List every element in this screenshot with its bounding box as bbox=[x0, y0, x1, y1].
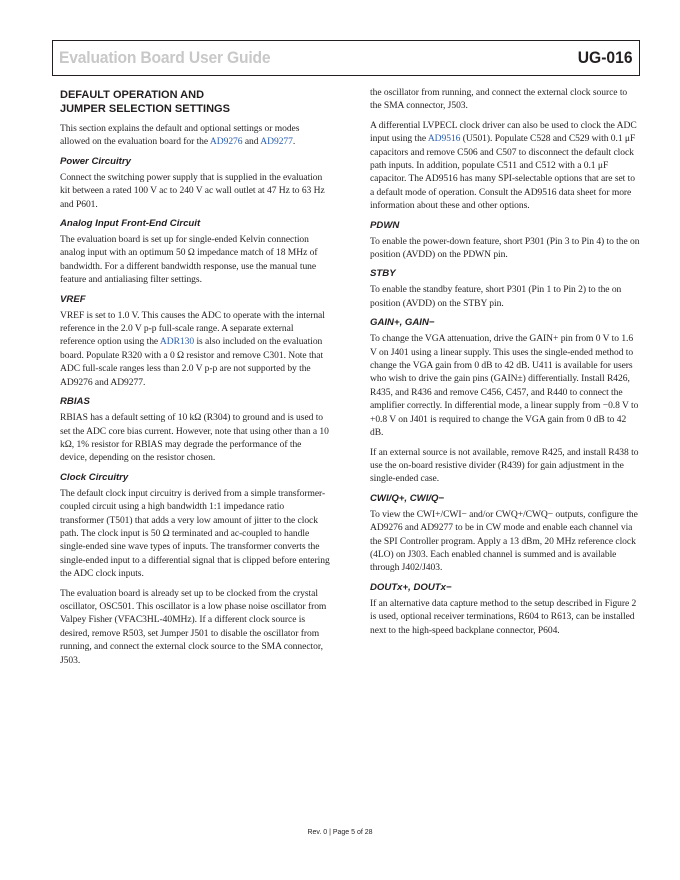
power-heading: Power Circuitry bbox=[60, 155, 131, 167]
cwi-heading: CWI/Q+, CWI/Q− bbox=[370, 492, 445, 504]
clock-heading: Clock Circuitry bbox=[60, 471, 129, 483]
gain-text-2: If an external source is not available, remove R425, and install R438 to use the on-board resistive divider (R439) for gain adjustment in the single-ended case. bbox=[370, 446, 639, 485]
clock-text-2-cont-visible: the oscillator from running, and connect the external clock source to the SMA connector, J503. bbox=[370, 87, 628, 112]
clock-text-2: The evaluation board is already set up to be clocked from the crystal oscillator, OSC501. This oscillator is a low phase noise oscillator from Valpey Fisher (VFAC3HL-40MHz). If a different clock source is desired, remove R503, set Jumper J501 to disable the oscillator from running, and connect the external clock source to the SMA connector, J503. bbox=[60, 587, 327, 666]
power-text: Connect the switching power supply that is supplied in the evaluation kit between a rated 100 V ac to 240 V ac wall outlet at 47 Hz to 63 Hz and P601. bbox=[60, 171, 325, 210]
intro-text: This section explains the default and optional settings or modes allowed on the evaluation board for the bbox=[60, 123, 300, 148]
intro-end: . bbox=[292, 136, 296, 148]
page-header bbox=[52, 40, 640, 76]
intro-and: and bbox=[242, 136, 261, 148]
dout-heading: DOUTx+, DOUTx− bbox=[370, 581, 452, 593]
pdwn-text: To enable the power-down feature, short P301 (Pin 3 to Pin 4) to the on position (AVDD) on the PDWN pin. bbox=[370, 235, 640, 261]
analog-heading: Analog Input Front-End Circuit bbox=[60, 218, 201, 230]
section-heading bbox=[60, 88, 330, 116]
stby-text: To enable the standby feature, short P301 (Pin 1 to Pin 2) to the on position (AVDD) on the STBY pin. bbox=[370, 284, 622, 309]
stby-heading: STBY bbox=[370, 268, 396, 280]
vref-text-b: is also included on the evaluation board. Populate R320 with a 0 Ω resistor and remove C301. Note that ADC full-scale ranges less than 2.0 V p-p are not supported by the AD9276 and AD9277. bbox=[60, 336, 324, 388]
clock-text-1: The default clock input circuitry is derived from a simple transformer-coupled circuit using a high bandwidth 1:1 impedance ratio transformer (T501) that adds a very low amount of jitter to the clock path. The clock input is 50 Ω terminated and ac-coupled to handle single-ended sine wave types of inputs. The transformer converts the single-ended input to a differential signal that is clipped before entering the ADC clock inputs. bbox=[60, 487, 330, 580]
clock-text-3a: A differential LVPECL clock driver can also be used to clock the ADC input using the bbox=[370, 119, 637, 145]
clock-text-2-continued bbox=[370, 86, 640, 113]
pdwn-heading: PDWN bbox=[370, 219, 400, 231]
ad9516-link[interactable]: AD9516 bbox=[427, 133, 461, 145]
rbias-text: RBIAS has a default setting of 10 kΩ (R304) to ground and is used to set the ADC core bias current. However, note that using other than a 10 kΩ, 1% resistor for RBIAS may degrade the performance of the device, depending on the resistor chosen. bbox=[60, 412, 329, 464]
header-doc-id: UG-016 bbox=[578, 48, 633, 67]
adr130-link[interactable]: ADR130 bbox=[159, 336, 195, 348]
right-column bbox=[370, 86, 640, 643]
vref-heading: VREF bbox=[60, 293, 86, 305]
ad9277-link[interactable]: AD9277 bbox=[260, 136, 293, 148]
clock-text-3b: (U501). Populate C528 and C529 with 0.1 μF capacitors and remove C506 and C507 to disconnect the default clock path inputs. In addition, populate C511 and C512 with a 0.1 μF capacitor. The AD9516 has many SPI-selectable options that are set to a default mode of operation. Consult the AD9516 data sheet for more information about these and other options. bbox=[370, 133, 636, 212]
gain-text-1: To change the VGA attenuation, drive the GAIN+ pin from 0 V to 1.6 V on J401 using a linear supply. This uses the single-ended method to change the VGA gain from 0 dB to 42 dB. U411 is available for users who wish to drive the gain pins (GAIN±) differentially. Install R426, R435, and R436 and remove C456, C457, and R440 to connect the amplifier correctly. In differential mode, a linear supply from −0.8 V to +0.8 V on J401 is required to change the VGA gain from 0 dB to 42 dB. bbox=[370, 333, 639, 439]
section-heading-line1: DEFAULT OPERATION AND bbox=[60, 89, 205, 101]
header-title: Evaluation Board User Guide bbox=[59, 48, 271, 67]
section-intro bbox=[60, 122, 330, 149]
gain-heading: GAIN+, GAIN− bbox=[370, 317, 435, 329]
dout-text: If an alternative data capture method to the setup described in Figure 2 is used, optional receiver terminations, R604 to R613, can be installed next to the high-speed backplane connector, P604. bbox=[370, 597, 637, 636]
vref-text bbox=[60, 309, 330, 389]
analog-text: The evaluation board is set up for single-ended Kelvin connection analog input with an optimum 50 Ω impedance match of 18 MHz of bandwidth. For a different bandwidth response, use the manual tune feature and antialiasing filter settings. bbox=[60, 234, 318, 286]
left-column bbox=[60, 86, 330, 666]
rbias-heading: RBIAS bbox=[60, 396, 90, 408]
vref-text-a: VREF is set to 1.0 V. This causes the ADC to operate with the internal reference in the 2.0 V p-p full-scale range. A separate external reference option using the bbox=[60, 309, 325, 348]
ad9276-link[interactable]: AD9276 bbox=[209, 136, 243, 148]
page-footer: Rev. 0 | Page 5 of 28 bbox=[307, 829, 373, 836]
cwi-text: To view the CWI+/CWI− and/or CWQ+/CWQ− outputs, configure the AD9276 and AD9277 to be in CW mode and enable each channel via the SPI Controller program. Apply a 13 dBm, 20 MHz reference clock (4LO) on J303. Each enabled channel is summed and is available through J402/J403. bbox=[370, 508, 638, 574]
clock-text-3 bbox=[370, 119, 640, 213]
section-heading-line2: JUMPER SELECTION SETTINGS bbox=[60, 103, 230, 115]
